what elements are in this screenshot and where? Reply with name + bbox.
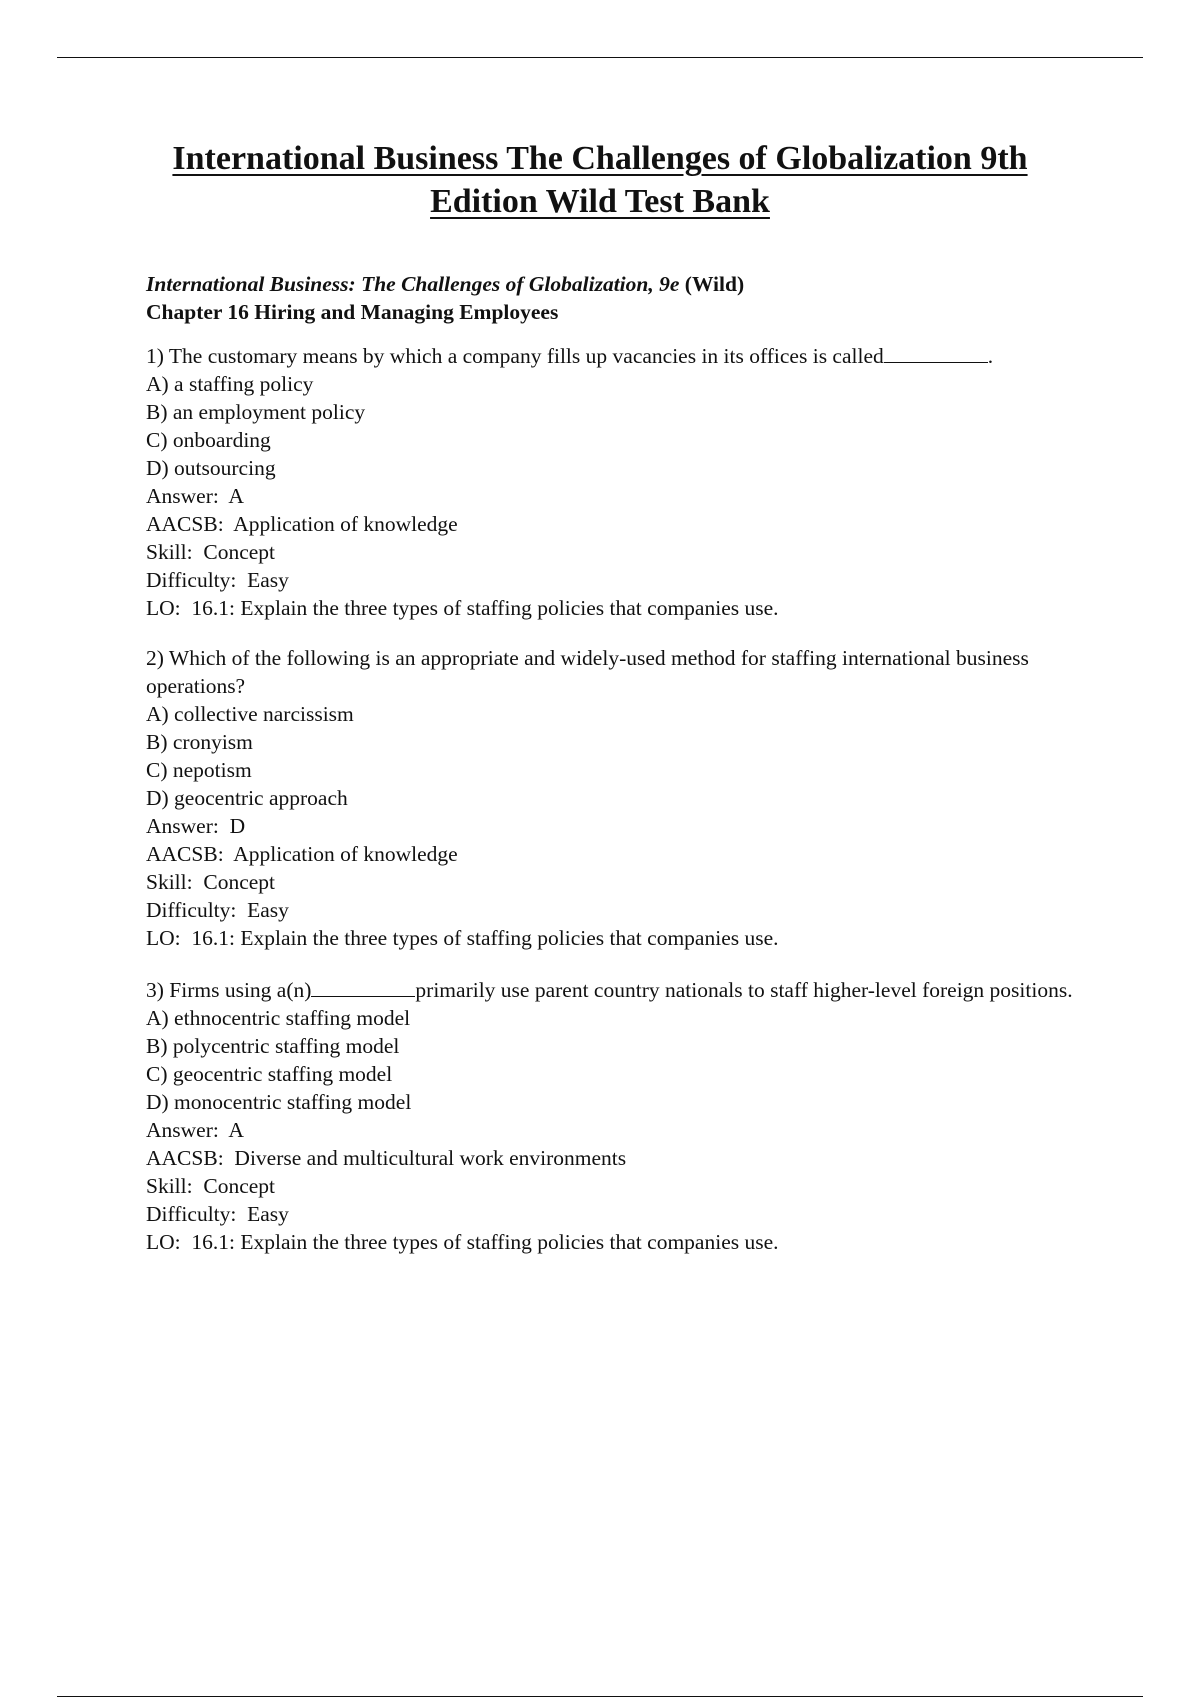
difficulty: Difficulty: Easy [146, 568, 289, 592]
aacsb: AACSB: Diverse and multicultural work environments [146, 1146, 627, 1170]
learning-objective: LO: 16.1: Explain the three types of staffing policies that companies use. [146, 1230, 779, 1254]
answer-blank [311, 974, 415, 997]
option-d: D) monocentric staffing model [146, 1090, 412, 1114]
chapter-heading: Chapter 16 Hiring and Managing Employees [146, 300, 559, 324]
option-d: D) geocentric approach [146, 786, 348, 810]
question-stem: 1) The customary means by which a company fills up vacancies in its offices is called . [146, 340, 1096, 370]
answer-blank [884, 340, 988, 363]
option-c: C) geocentric staffing model [146, 1062, 393, 1086]
difficulty: Difficulty: Easy [146, 898, 289, 922]
document-title: International Business The Challenges of Globalization 9th Edition Wild Test Bank [172, 140, 1028, 220]
option-a: A) ethnocentric staffing model [146, 1006, 411, 1030]
option-b: B) polycentric staffing model [146, 1034, 400, 1058]
option-a: A) collective narcissism [146, 702, 354, 726]
answer: Answer: D [146, 814, 246, 838]
skill: Skill: Concept [146, 1174, 275, 1198]
test-bank-content [146, 270, 1096, 1278]
option-b: B) an employment policy [146, 400, 366, 424]
top-rule [57, 57, 1143, 58]
difficulty: Difficulty: Easy [146, 1202, 289, 1226]
skill: Skill: Concept [146, 870, 275, 894]
option-c: C) onboarding [146, 428, 271, 452]
book-title: International Business: The Challenges of Globalization, 9e [146, 272, 680, 296]
question-stem: 2) Which of the following is an appropriate and widely-used method for staffing international business operations? [146, 646, 1035, 698]
learning-objective: LO: 16.1: Explain the three types of staffing policies that companies use. [146, 926, 779, 950]
option-b: B) cronyism [146, 730, 253, 754]
option-d: D) outsourcing [146, 456, 276, 480]
question-3 [146, 974, 1096, 1256]
option-c: C) nepotism [146, 758, 252, 782]
question-2 [146, 644, 1096, 952]
aacsb: AACSB: Application of knowledge [146, 512, 458, 536]
answer: Answer: A [146, 1118, 244, 1142]
question-stem: 3) Firms using a(n) primarily use parent country nationals to staff higher-level foreign positions. [146, 974, 1096, 1004]
skill: Skill: Concept [146, 540, 275, 564]
book-author: (Wild) [684, 272, 745, 296]
book-citation [146, 270, 1096, 298]
answer: Answer: A [146, 484, 244, 508]
option-a: A) a staffing policy [146, 372, 314, 396]
bottom-rule [57, 1696, 1143, 1697]
learning-objective: LO: 16.1: Explain the three types of staffing policies that companies use. [146, 596, 779, 620]
question-1 [146, 340, 1096, 622]
aacsb: AACSB: Application of knowledge [146, 842, 458, 866]
